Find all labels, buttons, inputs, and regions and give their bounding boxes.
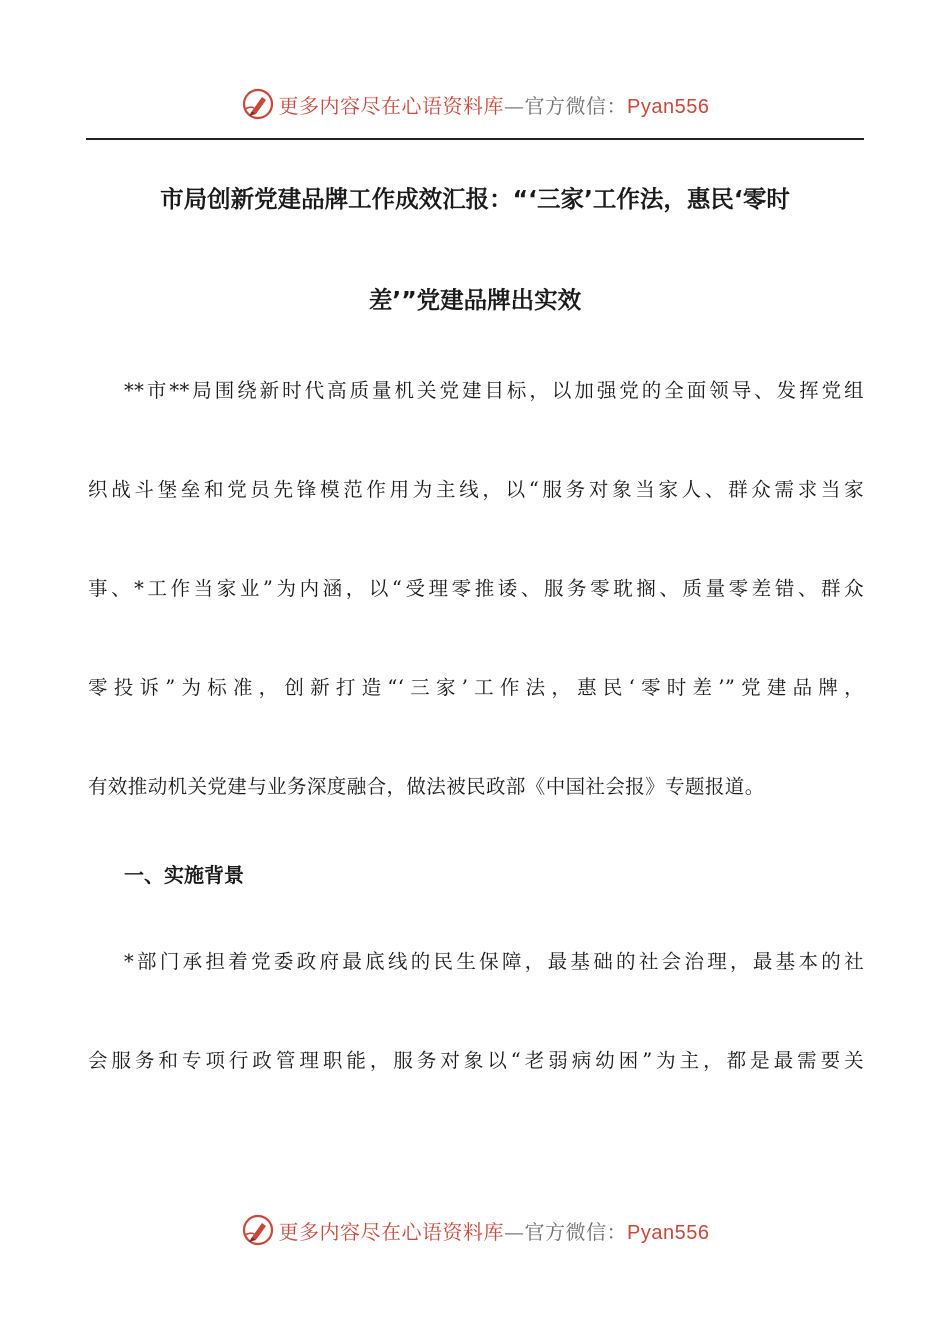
pen-nib-logo-icon [241, 87, 275, 121]
intro-line-2: 织战斗堡垒和党员先锋模范作用为主线，以“服务对象当家人、群众需求当家 [88, 478, 864, 501]
section-heading: 一、实施背景 [124, 863, 244, 887]
header-banner [0, 82, 950, 126]
banner-separator: — [504, 1219, 525, 1244]
banner-wechat-label: 官方微信： [524, 93, 628, 118]
footer-banner [0, 1208, 950, 1252]
banner-wechat-id: Pyan556 [627, 1221, 710, 1244]
banner-text [279, 1216, 710, 1245]
intro-line-3: 事、*工作当家业”为内涵，以“受理零推诿、服务零耽搁、质量零差错、群众 [88, 577, 864, 600]
section-1-line-1: *部门承担着党委政府最底线的民生保障，最基础的社会治理，最基本的社 [124, 950, 864, 973]
intro-line-5: 有效推动机关党建与业务深度融合，做法被民政部《中国社会报》专题报道。 [88, 775, 765, 798]
banner-wechat-label: 官方微信： [524, 1219, 628, 1244]
banner-separator: — [504, 93, 525, 118]
header-rule [86, 138, 864, 140]
banner-main-text: 更多内容尽在心语资料库 [278, 1219, 505, 1244]
intro-line-1: **市**局围绕新时代高质量机关党建目标，以加强党的全面领导、发挥党组 [124, 379, 864, 402]
pen-nib-logo-icon [241, 1213, 275, 1247]
banner-wechat-id: Pyan556 [627, 95, 710, 118]
banner-text [279, 90, 710, 119]
document-title-line-2: 差’”党建品牌出实效 [368, 286, 582, 314]
document-title-line-1: 市局创新党建品牌工作成效汇报：“‘三家’工作法，惠民‘零时 [160, 185, 790, 213]
intro-line-4: 零投诉”为标准，创新打造“‘三家’工作法，惠民‘零时差’”党建品牌， [88, 676, 864, 699]
section-1-line-2: 会服务和专项行政管理职能，服务对象以“老弱病幼困”为主，都是最需要关 [88, 1049, 864, 1072]
banner-main-text: 更多内容尽在心语资料库 [278, 93, 505, 118]
